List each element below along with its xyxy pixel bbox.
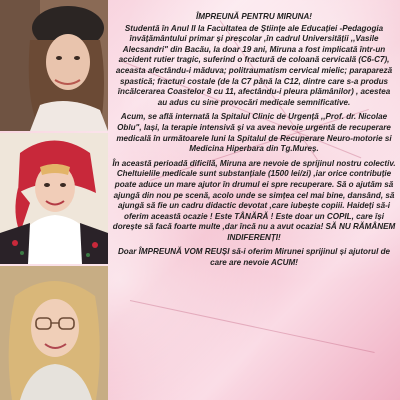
paragraph-hospital: Acum, se află internată la Spitalul Clinic de Urgență ,,Prof. dr. Nicolae Oblu", Iași, la terapie intensivă și va avea nevoie urgentă de recuperare medicală în următoarele luni la Spitalul de Recuperare Neuro-motorie si Medicina Hiperbara din Tg.Mureș. xyxy=(116,112,392,154)
appeal-text xyxy=(112,12,396,396)
paragraph-student-accident: Studentă în Anul II la Facultatea de Științe ale Educației -Pedagogia învățământului primar și preșcolar ,în cadrul Universității ,,Vasile Alecsandri" din Bacău, la doar 19 ani, Miruna a fost implicată într-un accident rutier tragic, suferind o fractură de coloană cervicală (C6-C7), aceasta afectându-i măduva; politraumatism cervical mielic; parapareză spastică; fracturi costale (de la C7 până la C12, dintre care s-a produs încălcerarea Coastelor 8 cu 11, afectându-i pleura plămânilor) , acestea au adus cu sine provocări medicale semnificative. xyxy=(115,23,393,107)
photo-woman-glasses xyxy=(0,266,108,400)
photo-woman-red-headscarf xyxy=(0,133,108,264)
portrait-3-illustration xyxy=(0,266,108,400)
poster-title: ÎMPREUNĂ PENTRU MIRUNA! xyxy=(195,12,312,21)
portrait-1-illustration xyxy=(0,0,108,131)
paragraph-appeal: În această perioadă dificilă, Miruna are nevoie de sprijinul nostru colectiv. Cheltuielile medicale sunt substanțiale (1500 lei/zi) ,iar orice contribuție poate aduce un mare ajutor în drumul ei spre recuperare. Să o ajutăm să ajungă din nou pe scenă, acolo unde se simțea cel mai bine, dansând, să ajungă să fie un cadru didactic devotat ,care iubește copiii. Haideți să-i oferim această ocazie ! Este TÂNĂRĂ ! Este doar un COPIL, care își dorește să facă foarte multe ,dar încă nu a avut ocazia! SĂ NU RĂMÂNEM INDIFERENȚI! xyxy=(112,158,396,242)
portrait-2-illustration xyxy=(0,133,108,264)
paragraph-closing: Doar ÎMPREUNĂ VOM REUȘI să-i oferim Mirunei sprijinul și ajutorul de care are nevoie ACUM! xyxy=(117,247,391,268)
photo-woman-dark-cap xyxy=(0,0,108,131)
photo-column xyxy=(0,0,108,400)
